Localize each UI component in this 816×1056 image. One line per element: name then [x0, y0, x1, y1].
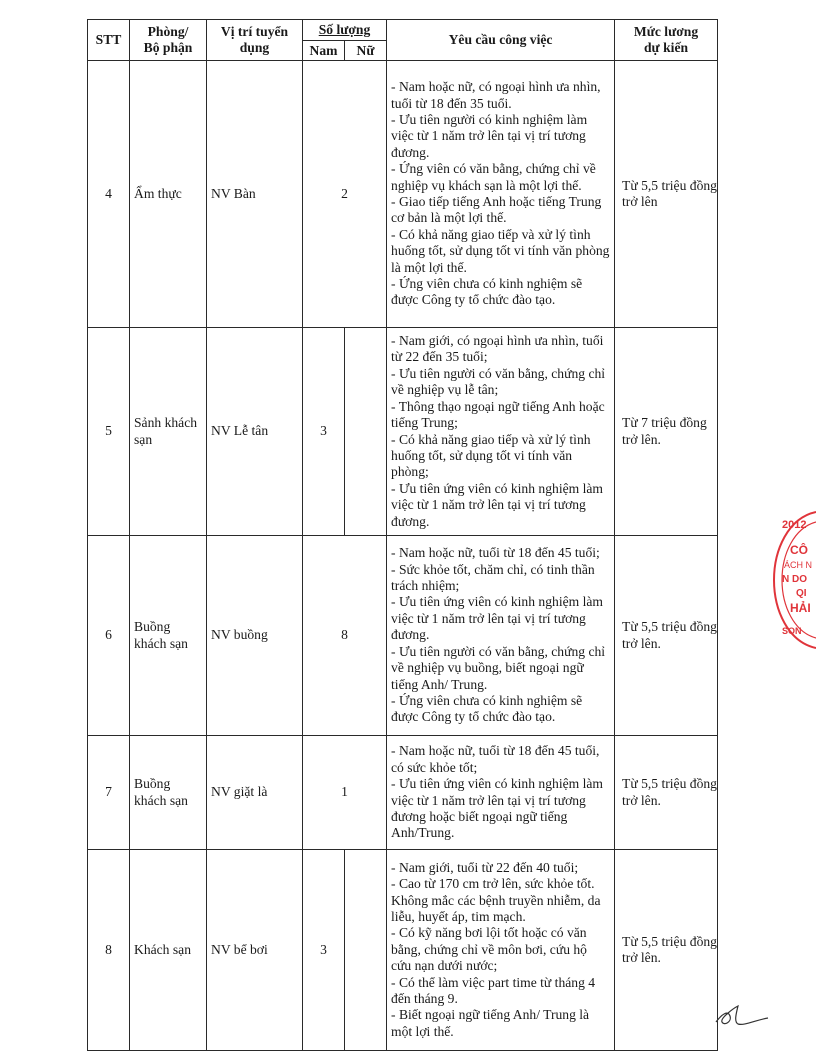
row-department: Buồng khách sạn [130, 536, 207, 736]
requirement-item: - Nam giới, có ngoại hình ưa nhìn, tuổi từ 22 đến 35 tuổi; [391, 333, 604, 365]
requirement-item: - Ưu tiên người có kinh nghiệm làm việc từ 1 năm trở lên tại vị trí tương đương. [391, 111, 588, 160]
requirement-item: - Ứng viên có văn bằng, chứng chỉ về nghiệp vụ khách sạn là một lợi thế. [391, 161, 596, 193]
table-row [88, 736, 718, 850]
row-salary: Từ 5,5 triệu đồng trở lên. [615, 536, 718, 736]
header-stt: STT [88, 20, 130, 61]
requirement-item: - Ưu tiên ứng viên có kinh nghiệm làm việc từ 1 năm trở lên tại vị trí tương đương. [391, 594, 603, 643]
row-department: Buồng khách sạn [130, 736, 207, 850]
row-salary: Từ 5,5 triệu đồng trở lên. [615, 850, 718, 1051]
requirement-item: - Ứng viên chưa có kinh nghiệm sẽ được Công ty tổ chức đào tạo. [391, 276, 583, 308]
svg-text:N DO: N DO [782, 574, 807, 585]
row-requirements [387, 328, 615, 536]
header-requirements: Yêu cầu công việc [387, 20, 615, 61]
row-quantity: 2 [303, 61, 387, 328]
row-position: NV buồng [207, 536, 303, 736]
row-position: NV giặt là [207, 736, 303, 850]
row-salary: Từ 5,5 triệu đồng trở lên. [615, 736, 718, 850]
svg-text:2012: 2012 [782, 519, 807, 531]
requirement-item: - Nam hoặc nữ, tuổi từ 18 đến 45 tuổi; [391, 545, 600, 561]
header-quantity: Số lượng [303, 20, 387, 41]
table-row [88, 536, 718, 736]
company-stamp [768, 510, 816, 650]
table-row [88, 61, 718, 328]
requirement-item: - Ưu tiên ứng viên có kinh nghiệm làm việc từ 1 năm trở lên tại vị trí tương đương hoặc biết ngoại ngữ tiếng Anh/Trung. [391, 776, 603, 841]
requirement-item: - Biết ngoại ngữ tiếng Anh/ Trung là một lợi thế. [391, 1007, 590, 1039]
header-department: Phòng/ Bộ phận [130, 20, 207, 61]
svg-text:ÁCH N: ÁCH N [784, 560, 813, 570]
row-department: Sảnh khách sạn [130, 328, 207, 536]
header-male: Nam [303, 41, 345, 61]
requirement-item: - Có thể làm việc part time từ tháng 4 đến tháng 9. [391, 974, 596, 1007]
row-stt: 8 [88, 850, 130, 1051]
row-department: Khách sạn [130, 850, 207, 1051]
row-quantity: 1 [303, 736, 387, 850]
requirement-item: - Nam hoặc nữ, tuổi từ 18 đến 45 tuổi, có sức khỏe tốt; [391, 743, 600, 775]
header-female: Nữ [345, 41, 387, 61]
row-department: Ẩm thực [130, 61, 207, 328]
row-stt: 7 [88, 736, 130, 850]
handwritten-signature [712, 1002, 772, 1032]
row-position: NV Lễ tân [207, 328, 303, 536]
row-quantity-female [345, 328, 387, 536]
requirement-item: - Giao tiếp tiếng Anh hoặc tiếng Trung cơ bản là một lợi thế. [391, 194, 602, 226]
requirement-item: - Thông thạo ngoại ngữ tiếng Anh hoặc tiếng Trung; [391, 398, 605, 431]
row-requirements [387, 61, 615, 328]
header-salary: Mức lương dự kiến [615, 20, 718, 61]
row-stt: 6 [88, 536, 130, 736]
row-requirements [387, 736, 615, 850]
requirement-item: - Ưu tiên ứng viên có kinh nghiệm làm việc từ 1 năm trở lên tại vị trí tương đương. [391, 480, 603, 529]
requirement-item: - Ưu tiên người có văn bằng, chứng chỉ về nghiệp vụ lễ tân; [391, 365, 606, 398]
row-quantity-male: 3 [303, 850, 345, 1051]
requirement-item: - Nam giới, tuổi từ 22 đến 40 tuổi; [391, 859, 579, 875]
requirement-item: - Có kỹ năng bơi lội tốt hoặc có văn bằng, chứng chỉ về môn bơi, cứu hộ cứu nạn dưới nước; [391, 925, 587, 974]
table-row [88, 850, 718, 1051]
row-salary: Từ 5,5 triệu đồng trở lên [615, 61, 718, 328]
requirement-item: - Sức khỏe tốt, chăm chỉ, có tinh thần trách nhiệm; [391, 561, 595, 594]
svg-text:CÔ: CÔ [790, 543, 808, 557]
recruitment-table [87, 19, 718, 1051]
requirement-item: - Có khả năng giao tiếp và xử lý tình huống tốt, sử dụng tốt vi tính văn phòng là một lợi thế. [391, 226, 610, 275]
row-position: NV Bàn [207, 61, 303, 328]
requirement-item: - Có khả năng giao tiếp và xử lý tình huống tốt, sử dụng tốt vi tính văn phòng; [391, 431, 591, 480]
row-position: NV bể bơi [207, 850, 303, 1051]
svg-text:QI: QI [796, 588, 807, 599]
requirement-item: - Ưu tiên người có văn bằng, chứng chỉ về nghiệp vụ buồng, biết ngoại ngữ tiếng Anh/ Trung. [391, 643, 606, 692]
requirement-item: - Ứng viên chưa có kinh nghiệm sẽ được Công ty tổ chức đào tạo. [391, 692, 583, 725]
svg-text:HẢI: HẢI [790, 601, 811, 615]
header-row-1 [88, 20, 718, 41]
row-quantity-male: 3 [303, 328, 345, 536]
svg-text:SON: SON [782, 626, 802, 636]
row-quantity-female [345, 850, 387, 1051]
header-position: Vị trí tuyển dụng [207, 20, 303, 61]
row-requirements [387, 850, 615, 1051]
row-requirements [387, 536, 615, 736]
requirement-item: - Cao từ 170 cm trở lên, sức khỏe tốt. Không mắc các bệnh truyền nhiễm, da liễu, huyết áp, tim mạch. [391, 876, 601, 924]
row-stt: 5 [88, 328, 130, 536]
row-quantity: 8 [303, 536, 387, 736]
requirement-item: - Nam hoặc nữ, có ngoại hình ưa nhìn, tuổi từ 18 đến 35 tuổi. [391, 79, 601, 111]
row-salary: Từ 7 triệu đồng trở lên. [615, 328, 718, 536]
row-stt: 4 [88, 61, 130, 328]
table-row [88, 328, 718, 536]
